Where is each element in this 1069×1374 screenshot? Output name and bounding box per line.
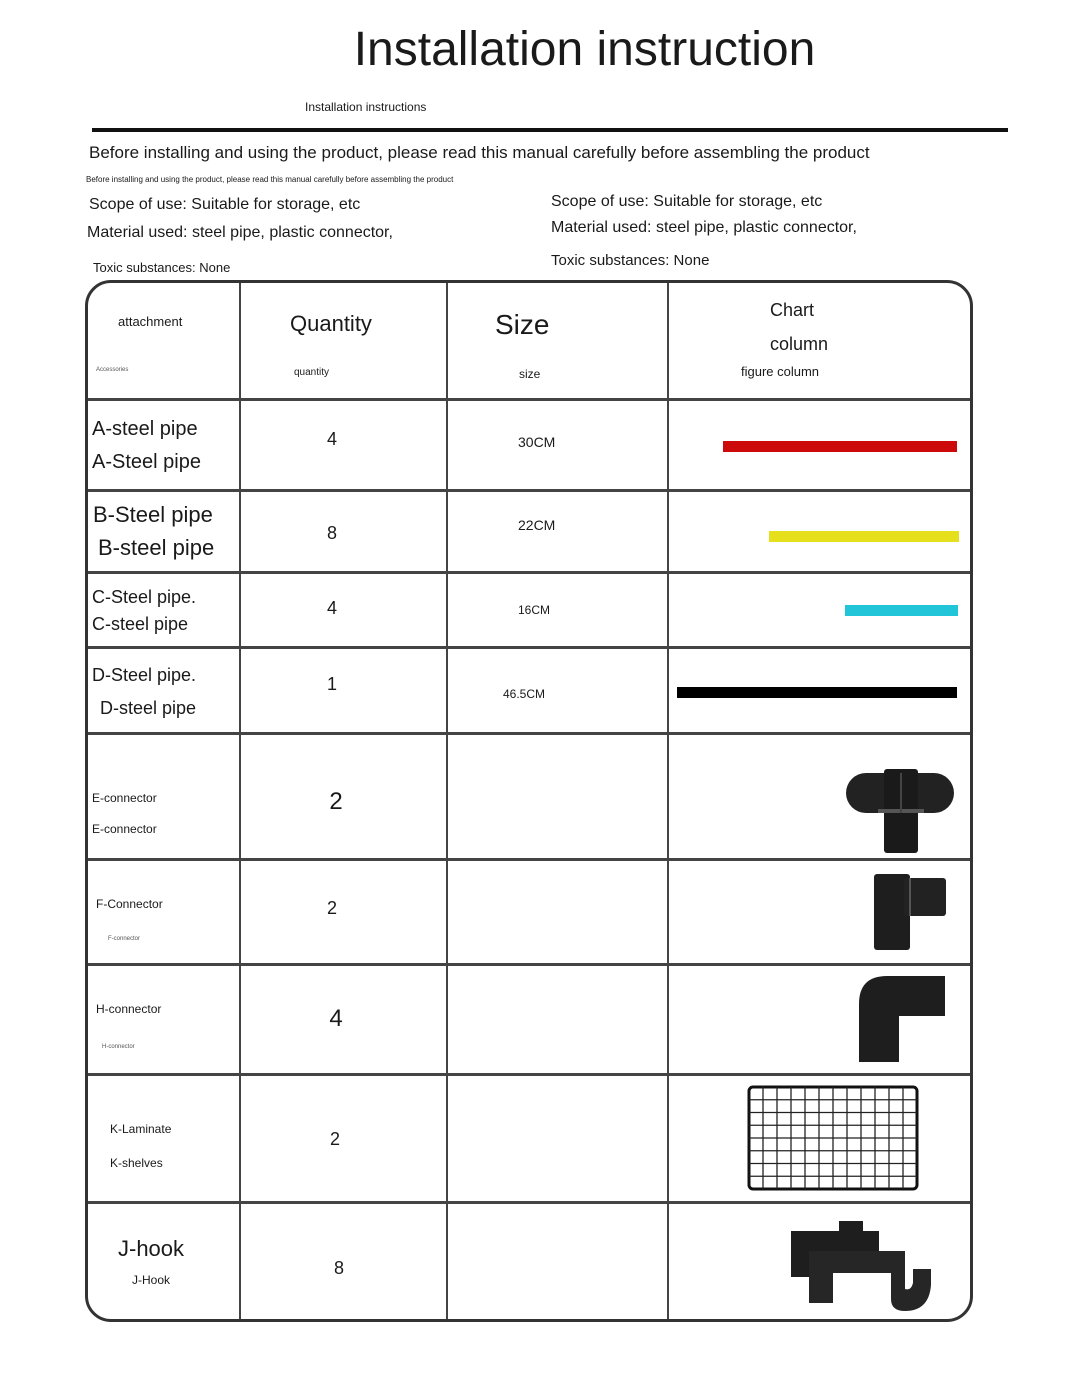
wire-shelf-icon [748,1086,920,1192]
row-a-name-alt: A-Steel pipe [92,451,201,473]
header-chart-sub: figure column [741,364,820,379]
f-connector-icon [874,874,946,950]
row-d-name-alt: D-steel pipe [100,698,197,718]
red-pipe-bar [723,441,957,452]
header-size: Size [495,309,550,340]
header-chart: Chart [770,300,815,320]
row-divider [88,963,970,966]
row-b-name-alt: B-steel pipe [98,535,215,560]
header-size-sub: size [519,367,541,381]
row-divider [88,398,970,401]
intro-text-small: Before installing and using the product, please read this manual carefully before assembling the product [86,175,454,184]
row-j-name: J-hook [118,1236,185,1261]
row-j-name-alt: J-Hook [132,1273,171,1287]
header-chart-column: column [770,334,829,354]
page-title: Installation instruction [353,23,816,76]
page-subtitle: Installation instructions [305,100,427,114]
elbow-connector-icon [859,976,945,1062]
scope-right: Scope of use: Suitable for storage, etc [551,193,823,210]
row-b-quantity: 8 [326,523,337,543]
row-e-name: E-connector [92,791,157,805]
row-d-quantity: 1 [326,674,337,694]
hook-icon [791,1221,935,1311]
row-divider [88,646,970,649]
black-pipe-bar [677,687,957,698]
row-k-name-alt: K-shelves [110,1156,163,1170]
row-b-size: 22CM [518,517,556,533]
row-f-name: F-Connector [96,897,163,911]
intro-text: Before installing and using the product, please read this manual carefully before assembling the product [89,143,870,162]
row-a-size: 30CM [518,434,556,450]
material-left: Material used: steel pipe, plastic connector, [87,224,393,241]
row-divider [88,858,970,861]
row-a-quantity: 4 [326,429,337,449]
row-e-quantity: 2 [329,788,343,815]
header-quantity-sub: quantity [294,367,330,378]
row-c-name-alt: C-steel pipe [92,614,189,634]
header-attachment-sub: Accessories [96,367,129,373]
row-a-name: A-steel pipe [92,418,198,440]
row-h-name-alt: H-connector [102,1044,135,1050]
scope-left: Scope of use: Suitable for storage, etc [89,196,361,213]
toxic-right: Toxic substances: None [551,252,710,269]
row-c-name: C-Steel pipe. [92,587,197,607]
parts-table [85,280,973,1322]
row-j-quantity: 8 [333,1258,344,1278]
row-f-quantity: 2 [326,898,337,918]
row-c-size: 16CM [518,603,551,617]
row-c-quantity: 4 [326,598,337,618]
row-k-name: K-Laminate [110,1122,172,1136]
cyan-pipe-bar [845,605,958,616]
row-divider [88,489,970,492]
t-connector-icon [846,769,956,855]
toxic-left: Toxic substances: None [93,260,231,275]
row-h-quantity: 4 [329,1005,343,1032]
col-divider-2 [446,283,448,1319]
col-divider-3 [667,283,669,1319]
row-divider [88,732,970,735]
header-attachment: attachment [118,314,183,329]
row-b-name: B-Steel pipe [93,502,213,527]
header-quantity: Quantity [290,311,372,336]
row-divider [88,571,970,574]
row-k-quantity: 2 [329,1129,340,1149]
material-right: Material used: steel pipe, plastic connector, [551,219,857,236]
row-divider [88,1201,970,1204]
yellow-pipe-bar [769,531,959,542]
row-d-size: 46.5CM [503,687,546,701]
row-h-name: H-connector [96,1002,162,1016]
row-e-name-alt: E-connector [92,822,157,836]
col-divider-1 [239,283,241,1319]
header-divider [92,128,1008,132]
row-f-name-alt: F-connector [108,936,141,942]
row-d-name: D-Steel pipe. [92,665,197,685]
row-divider [88,1073,970,1076]
